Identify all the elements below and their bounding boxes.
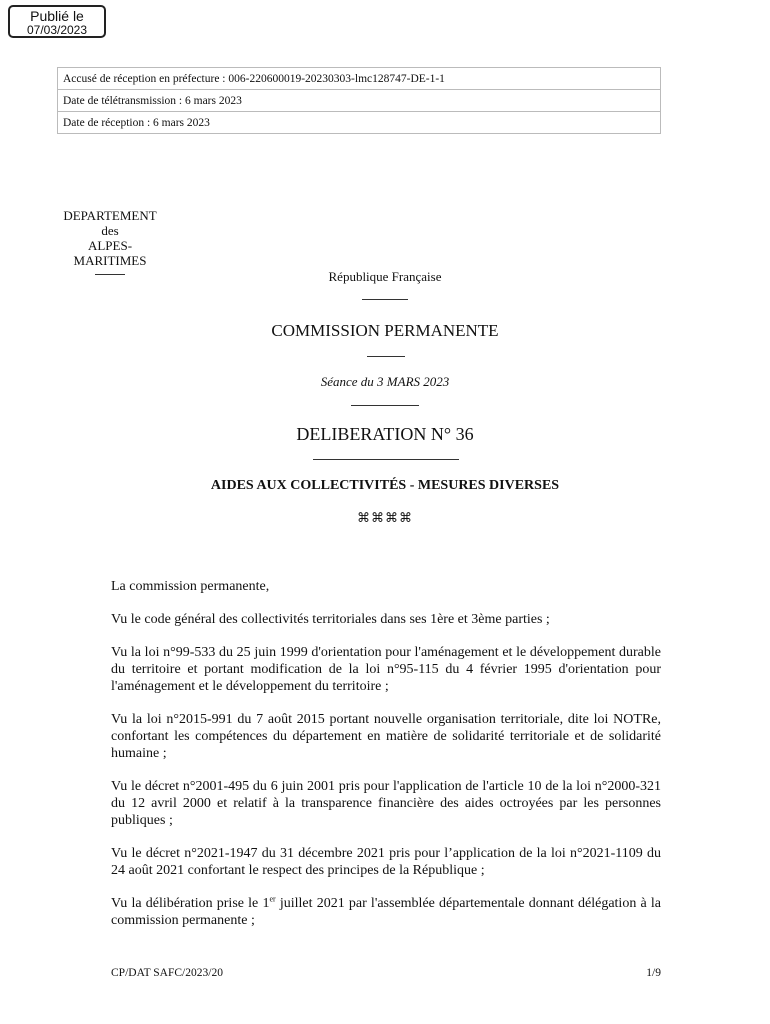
- divider: [351, 405, 419, 406]
- reception-date: Date de réception : 6 mars 2023: [58, 112, 661, 134]
- transmission-date: Date de télétransmission : 6 mars 2023: [58, 90, 661, 112]
- deliberation-number: DELIBERATION N° 36: [296, 424, 474, 444]
- divider: [367, 356, 405, 357]
- paragraph: La commission permanente,: [111, 579, 270, 594]
- paragraph: Vu le décret n°2001-495 du 6 juin 2001 pris pour l'application de l'article 10 de la loi n°2000-321 du 12 avril 2000 et relatif à la transparence financière des aides octroyées par les personnes publiques ;: [111, 779, 661, 828]
- stamp-date: 07/03/2023: [26, 23, 88, 37]
- paragraph: Vu le décret n°2021-1947 du 31 décembre 2021 pris pour l’application de la loi n°2021-1109 du 24 août 2021 confortant le respect des principes de la République ;: [111, 846, 661, 878]
- paragraph-text: juillet 2021 par l'assemblée départementale donnant délégation à la commission permanente ;: [111, 896, 661, 928]
- table-row: [58, 112, 661, 134]
- table-row: [58, 68, 661, 90]
- divider: [362, 299, 408, 300]
- deliberation-title: AIDES AUX COLLECTIVITÉS - MESURES DIVERSES: [210, 478, 560, 493]
- page-footer: [111, 967, 661, 979]
- table-row: [58, 90, 661, 112]
- stamp-label: Publié le: [30, 8, 84, 24]
- paragraph: Vu le code général des collectivités territoriales dans ses 1ère et 3ème parties ;: [111, 612, 550, 627]
- paragraph-text: Vu la délibération prise le 1: [111, 896, 270, 911]
- deliberation-body: [111, 578, 661, 945]
- republic-heading: République Française: [328, 269, 442, 284]
- department-line: DEPARTEMENT: [63, 208, 157, 223]
- divider: [313, 459, 459, 460]
- paragraph: Vu la loi n°2015-991 du 7 août 2015 portant nouvelle organisation territoriale, dite loi NOTRe, confortant les compétences du département en matière de solidarité territoriale et de solidarité humaine ;: [111, 712, 661, 761]
- session-date: Séance du 3 MARS 2023: [320, 374, 450, 389]
- paragraph: [111, 895, 661, 929]
- publication-stamp: [8, 5, 106, 38]
- paragraph: Vu la loi n°99-533 du 25 juin 1999 d'orientation pour l'aménagement et le développement durable du territoire et portant modification de la loi n°95-115 du 4 février 1995 d'orientation pour l'aménagement et le développement du territoire ;: [111, 645, 661, 694]
- document-reference: CP/DAT SAFC/2023/20: [111, 967, 223, 979]
- department-line: des: [101, 223, 119, 238]
- superscript: er: [269, 894, 276, 904]
- receipt-reference: Accusé de réception en préfecture : 006-220600019-20230303-lmc128747-DE-1-1: [58, 68, 661, 90]
- receipt-table: [57, 67, 661, 134]
- page-number: 1/9: [646, 967, 661, 979]
- commission-heading: COMMISSION PERMANENTE: [271, 321, 499, 340]
- ornament: ⌘⌘⌘⌘: [357, 510, 413, 525]
- department-line: ALPES-MARITIMES: [73, 238, 147, 268]
- department-block: [60, 208, 160, 275]
